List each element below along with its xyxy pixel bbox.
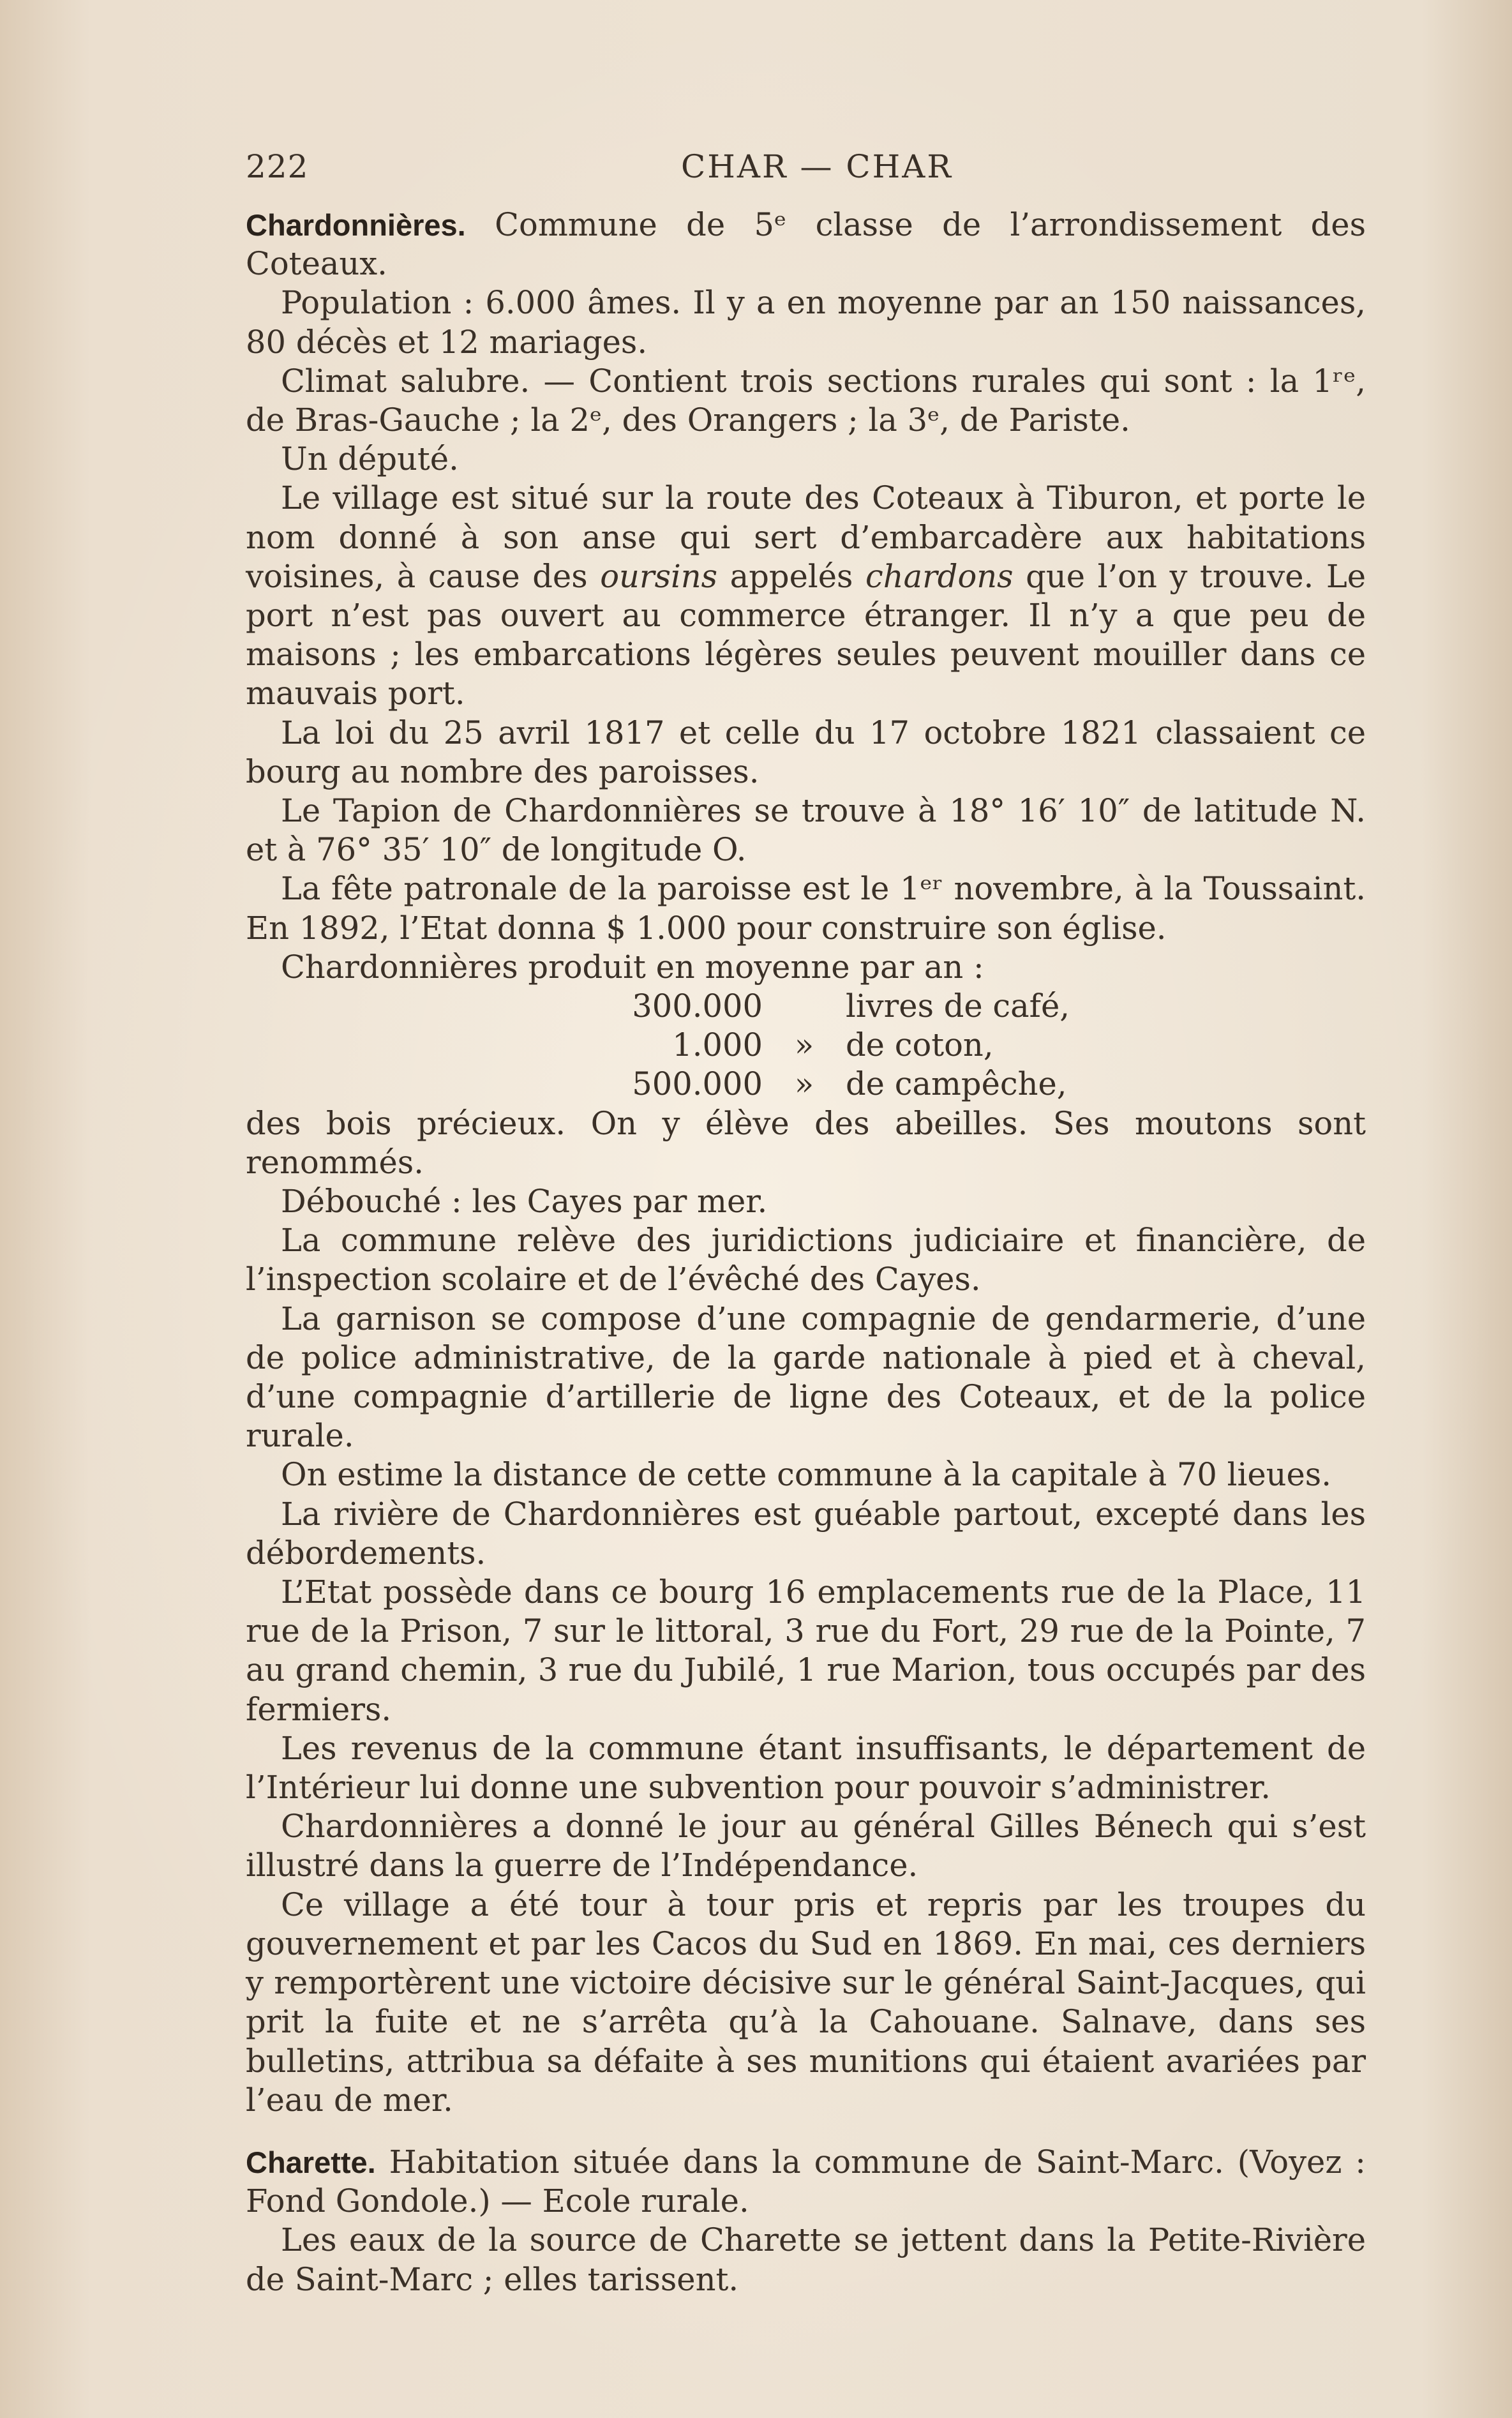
headword: Charette. — [246, 2145, 376, 2179]
headword: Chardonnières. — [246, 208, 466, 242]
paragraph: La commune relève des juridictions judiciaire et financière, de l’inspection scolaire et de l’évêché des Cayes. — [246, 1222, 1366, 1298]
paragraph: Les revenus de la commune étant insuffisants, le département de l’Intérieur lui donne une subvention pour pouvoir s’administrer. — [246, 1729, 1366, 1806]
paragraph: La garnison se compose d’une compagnie de gendarmerie, d’une de police administrative, de la garde nationale à pied et à cheval, d’une compagnie d’artillerie de ligne des Coteaux, et de la police rurale. — [246, 1300, 1366, 1455]
body-text — [246, 206, 1366, 2299]
production-label: livres de café, — [846, 987, 1070, 1025]
paragraph: L’Etat possède dans ce bourg 16 emplacements rue de la Place, 11 rue de la Prison, 7 sur le littoral, 3 rue du Fort, 29 rue de la Pointe, 7 au grand chemin, 3 rue du Jubilé, 1 rue Marion, tous occupés par des fermiers. — [246, 1573, 1366, 1728]
paragraph: Commune de 5ᵉ classe de l’arrondissement des Coteaux. — [246, 206, 1366, 283]
production-row — [616, 1065, 1190, 1104]
paragraph — [246, 479, 1366, 713]
paragraph: La rivière de Chardonnières est guéable partout, excepté dans les débordements. — [246, 1495, 1366, 1572]
production-label: de coton, — [846, 1026, 994, 1064]
entry-gap — [246, 2120, 1366, 2143]
production-label: de campêche, — [846, 1065, 1067, 1103]
production-row — [616, 987, 1190, 1026]
paragraph: Le Tapion de Chardonnières se trouve à 18° 16′ 10″ de latitude N. et à 76° 35′ 10″ de longitude O. — [246, 792, 1366, 869]
page-number: 222 — [246, 148, 309, 185]
production-ditto — [763, 987, 846, 1026]
production-quantity: 300.000 — [632, 987, 763, 1025]
entry-chardonnieres — [246, 206, 1366, 283]
production-row — [616, 1026, 1190, 1065]
entry-charette — [246, 2143, 1366, 2221]
paragraph: Population : 6.000 âmes. Il y a en moyenne par an 150 naissances, 80 décès et 12 mariages. — [246, 284, 1366, 361]
paragraph: Ce village a été tour à tour pris et repris par les troupes du gouvernement et par les Cacos du Sud en 1869. En mai, ces derniers y remportèrent une victoire décisive sur le général Saint-Jacques, qui prit la fuite et ne s’arrêta qu’à la Cahouane. Salnave, dans ses bulletins, attribua sa défaite à ses munitions qui étaient avariées par l’eau de mer. — [246, 1886, 1366, 2119]
text-run: appelés — [717, 557, 865, 595]
paragraph: Chardonnières a donné le jour au général Gilles Bénech qui s’est illustré dans la guerre de l’Indépendance. — [246, 1808, 1366, 1884]
page-header — [246, 148, 1388, 193]
production-quantity: 500.000 — [632, 1065, 763, 1103]
paragraph: Un député. — [281, 440, 459, 478]
production-list — [616, 987, 1190, 1104]
paragraph: On estime la distance de cette commune à la capitale à 70 lieues. — [281, 1456, 1331, 1494]
paragraph: La fête patronale de la paroisse est le 1ᵉʳ novembre, à la Toussaint. En 1892, l’Etat donna $ 1.000 pour construire son église. — [246, 870, 1366, 947]
paragraph: La loi du 25 avril 1817 et celle du 17 octobre 1821 classaient ce bourg au nombre des paroisses. — [246, 714, 1366, 790]
text-run: Le village est situé sur la route des Coteaux à Tiburon, et porte le nom donné à son anse qui sert d’embarcadère aux habitations voisines, à cause des — [246, 479, 1366, 595]
running-title: CHAR — CHAR — [680, 148, 954, 185]
paragraph: Chardonnières produit en moyenne par an : — [281, 948, 984, 986]
paragraph: Débouché : les Cayes par mer. — [281, 1183, 768, 1220]
paragraph: Les eaux de la source de Charette se jettent dans la Petite-Rivière de Saint-Marc ; elles tarissent. — [246, 2221, 1366, 2298]
production-ditto: » — [794, 1065, 814, 1103]
paragraph: des bois précieux. On y élève des abeilles. Ses moutons sont renommés. — [246, 1104, 1366, 1181]
italic-term: chardons — [865, 557, 1014, 595]
italic-term: oursins — [600, 557, 718, 595]
production-quantity: 1.000 — [672, 1026, 763, 1064]
text-run: que l’on y trouve. Le port n’est pas ouvert au commerce étranger. Il n’y a que peu de maisons ; les embarcations légères seules peuvent mouiller dans ce mauvais port. — [246, 557, 1366, 712]
paragraph: Climat salubre. — Contient trois sections rurales qui sont : la 1ʳᵉ, de Bras-Gauche ; la 2ᵉ, des Orangers ; la 3ᵉ, de Pariste. — [246, 362, 1366, 439]
paragraph: Habitation située dans la commune de Saint-Marc. (Voyez : Fond Gondole.) — Ecole rurale. — [246, 2143, 1366, 2220]
production-ditto: » — [794, 1026, 814, 1064]
